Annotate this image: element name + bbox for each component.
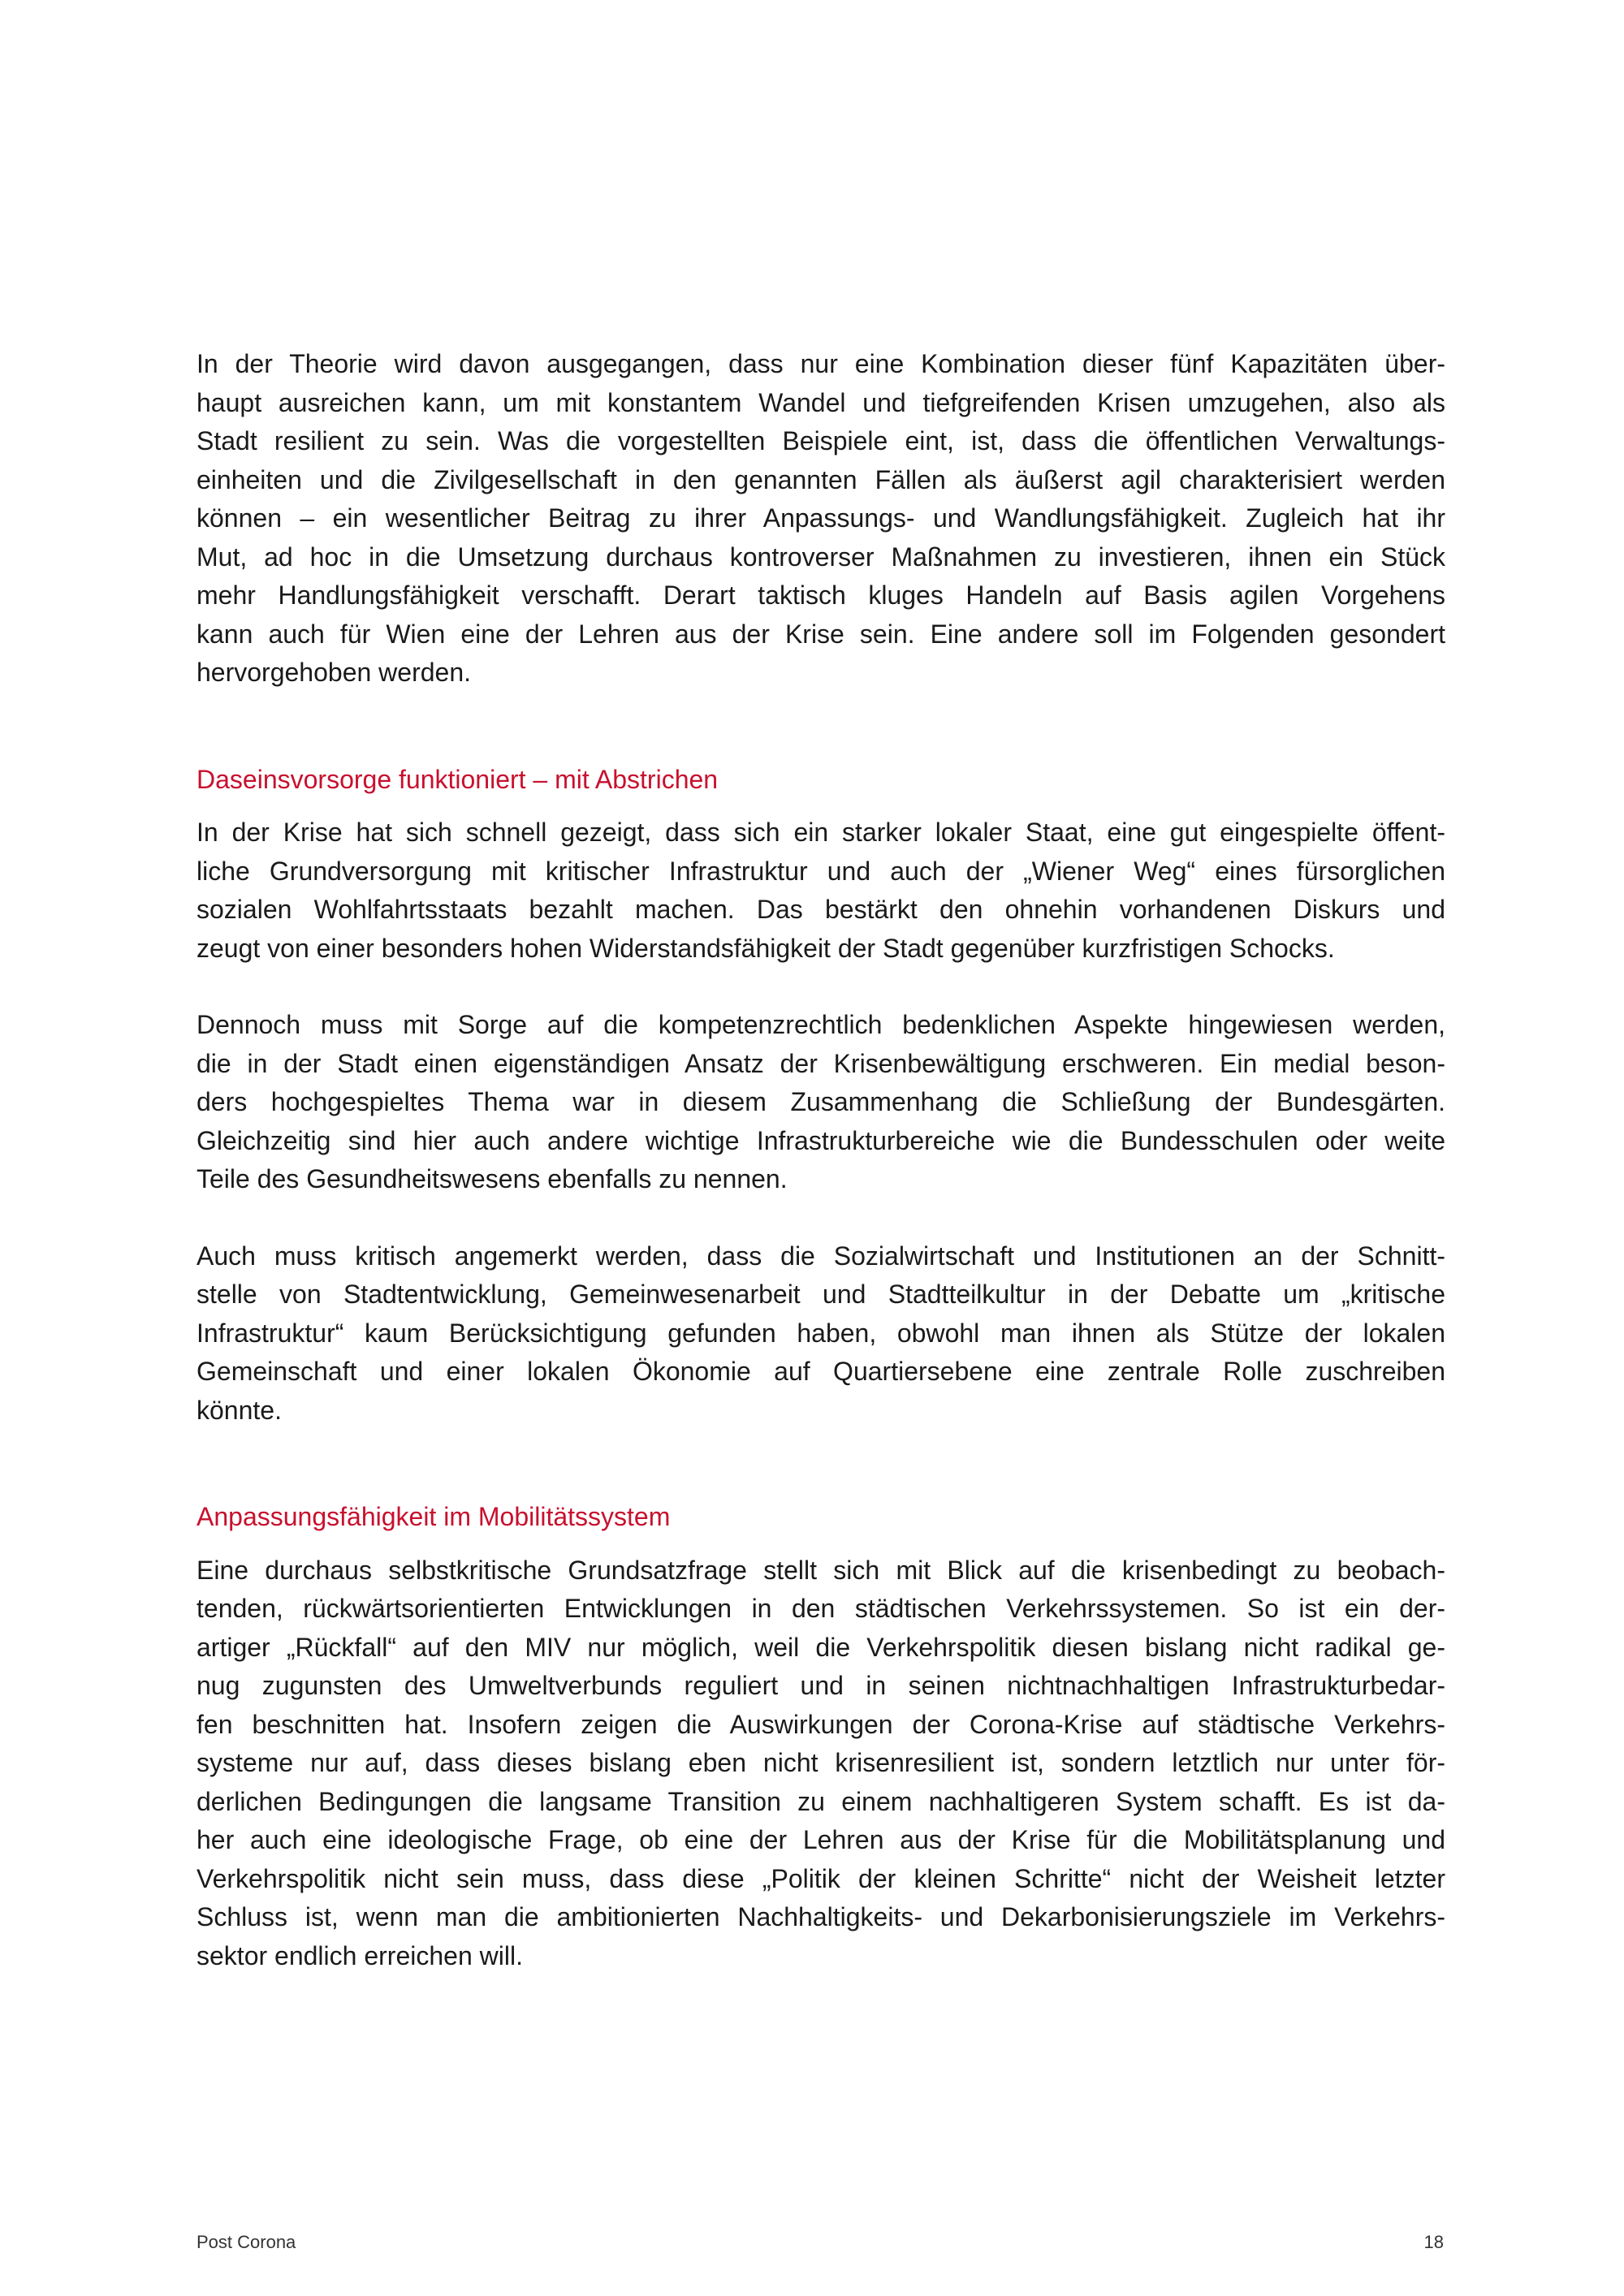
text-line: die in der Stadt einen eigenständigen Ansatz der Krisenbewältigung erschweren. Ein medial beson- xyxy=(197,1048,1445,1078)
text-line: Gemeinschaft und einer lokalen Ökonomie auf Quartiersebene eine zentrale Rolle zuschreiben xyxy=(197,1357,1445,1386)
text-line: systeme nur auf, dass dieses bislang eben nicht krisenresilient ist, sondern letztlich nur unter för- xyxy=(197,1748,1445,1777)
text-line: fen beschnitten hat. Insofern zeigen die Auswirkungen der Corona-Krise auf städtische Verkehrs- xyxy=(197,1709,1445,1739)
text-line: tenden, rückwärtsorientierten Entwicklungen in den städtischen Verkehrssystemen. So ist ein der- xyxy=(197,1594,1445,1623)
text-line: stelle von Stadtentwicklung, Gemeinwesenarbeit und Stadtteilkultur in der Debatte um „kritische xyxy=(197,1280,1445,1309)
text-line: In der Theorie wird davon ausgegangen, dass nur eine Kombination dieser fünf Kapazitäten über- xyxy=(197,349,1445,378)
text-line: haupt ausreichen kann, um mit konstantem Wandel und tiefgreifenden Krisen umzugehen, also als xyxy=(197,387,1445,417)
page-number: 18 xyxy=(1423,2232,1444,2252)
text-line: ders hochgespieltes Thema war in diesem Zusammenhang die Schließung der Bundesgärten. xyxy=(197,1087,1445,1116)
text-line: Teile des Gesundheitswesens ebenfalls zu nennen. xyxy=(197,1164,788,1193)
text-line: liche Grundversorgung mit kritischer Infrastruktur und auch der „Wiener Weg“ eines fürsorglichen xyxy=(197,856,1445,886)
text-line: hervorgehoben werden. xyxy=(197,658,472,687)
text-line: Eine durchaus selbstkritische Grundsatzfrage stellt sich mit Blick auf die krisenbedingt zu beobach- xyxy=(197,1555,1445,1585)
text-line: Dennoch muss mit Sorge auf die kompetenzrechtlich bedenklichen Aspekte hingewiesen werden, xyxy=(197,1010,1445,1039)
section-heading-mobilitaet: Anpassungsfähigkeit im Mobilitätssystem xyxy=(197,1502,671,1531)
page-content xyxy=(197,345,1445,1975)
section1-paragraph-2 xyxy=(197,1006,1445,1199)
section-heading-daseinsvorsorge: Daseinsvorsorge funktioniert – mit Abstrichen xyxy=(197,764,719,794)
text-line: kann auch für Wien eine der Lehren aus der Krise sein. Eine andere soll im Folgenden gesondert xyxy=(197,619,1445,649)
text-line: Auch muss kritisch angemerkt werden, dass die Sozialwirtschaft und Institutionen an der Schnitt- xyxy=(197,1241,1445,1271)
text-line: zeugt von einer besonders hohen Widerstandsfähigkeit der Stadt gegenüber kurzfristigen Schocks. xyxy=(197,933,1335,963)
section2-paragraph-1 xyxy=(197,1552,1445,1976)
text-line: derlichen Bedingungen die langsame Transition zu einem nachhaltigeren System schafft. Es ist da- xyxy=(197,1786,1445,1816)
text-line: her auch eine ideologische Frage, ob eine der Lehren aus der Krise für die Mobilitätsplanung und xyxy=(197,1825,1445,1854)
text-line: artiger „Rückfall“ auf den MIV nur möglich, weil die Verkehrspolitik diesen bislang nicht radikal ge- xyxy=(197,1632,1445,1662)
text-line: Verkehrspolitik nicht sein muss, dass diese „Politik der kleinen Schritte“ nicht der Weisheit letzter xyxy=(197,1863,1445,1893)
footer-title: Post Corona xyxy=(197,2232,296,2252)
text-line: nug zugunsten des Umweltverbunds reguliert und in seinen nichtnachhaltigen Infrastrukturbedar- xyxy=(197,1671,1445,1700)
text-line: einheiten und die Zivilgesellschaft in den genannten Fällen als äußerst agil charakterisiert werden xyxy=(197,464,1445,494)
text-line: Mut, ad hoc in die Umsetzung durchaus kontroverser Maßnahmen zu investieren, ihnen ein Stück xyxy=(197,542,1445,572)
text-line: In der Krise hat sich schnell gezeigt, dass sich ein starker lokaler Staat, eine gut eingespielte öffent- xyxy=(197,818,1445,847)
section1-paragraph-1 xyxy=(197,814,1445,968)
text-line: mehr Handlungsfähigkeit verschafft. Derart taktisch kluges Handeln auf Basis agilen Vorgehens xyxy=(197,580,1445,610)
text-line: Gleichzeitig sind hier auch andere wichtige Infrastrukturbereiche wie die Bundesschulen oder weite xyxy=(197,1125,1445,1155)
text-line: Infrastruktur“ kaum Berücksichtigung gefunden haben, obwohl man ihnen als Stütze der lokalen xyxy=(197,1318,1445,1348)
text-line: Stadt resilient zu sein. Was die vorgestellten Beispiele eint, ist, dass die öffentlichen Verwaltungs- xyxy=(197,426,1445,455)
text-line: sektor endlich erreichen will. xyxy=(197,1940,523,1970)
intro-paragraph xyxy=(197,345,1445,693)
text-line: können – ein wesentlicher Beitrag zu ihrer Anpassungs- und Wandlungsfähigkeit. Zugleich hat ihr xyxy=(197,503,1445,533)
text-line: Schluss ist, wenn man die ambitionierten Nachhaltigkeits- und Dekarbonisierungsziele im Verkehrs- xyxy=(197,1902,1445,1931)
text-line: könnte. xyxy=(197,1395,282,1425)
section1-paragraph-3 xyxy=(197,1237,1445,1431)
text-line: sozialen Wohlfahrtsstaats bezahlt machen. Das bestärkt den ohnehin vorhandenen Diskurs und xyxy=(197,895,1445,924)
